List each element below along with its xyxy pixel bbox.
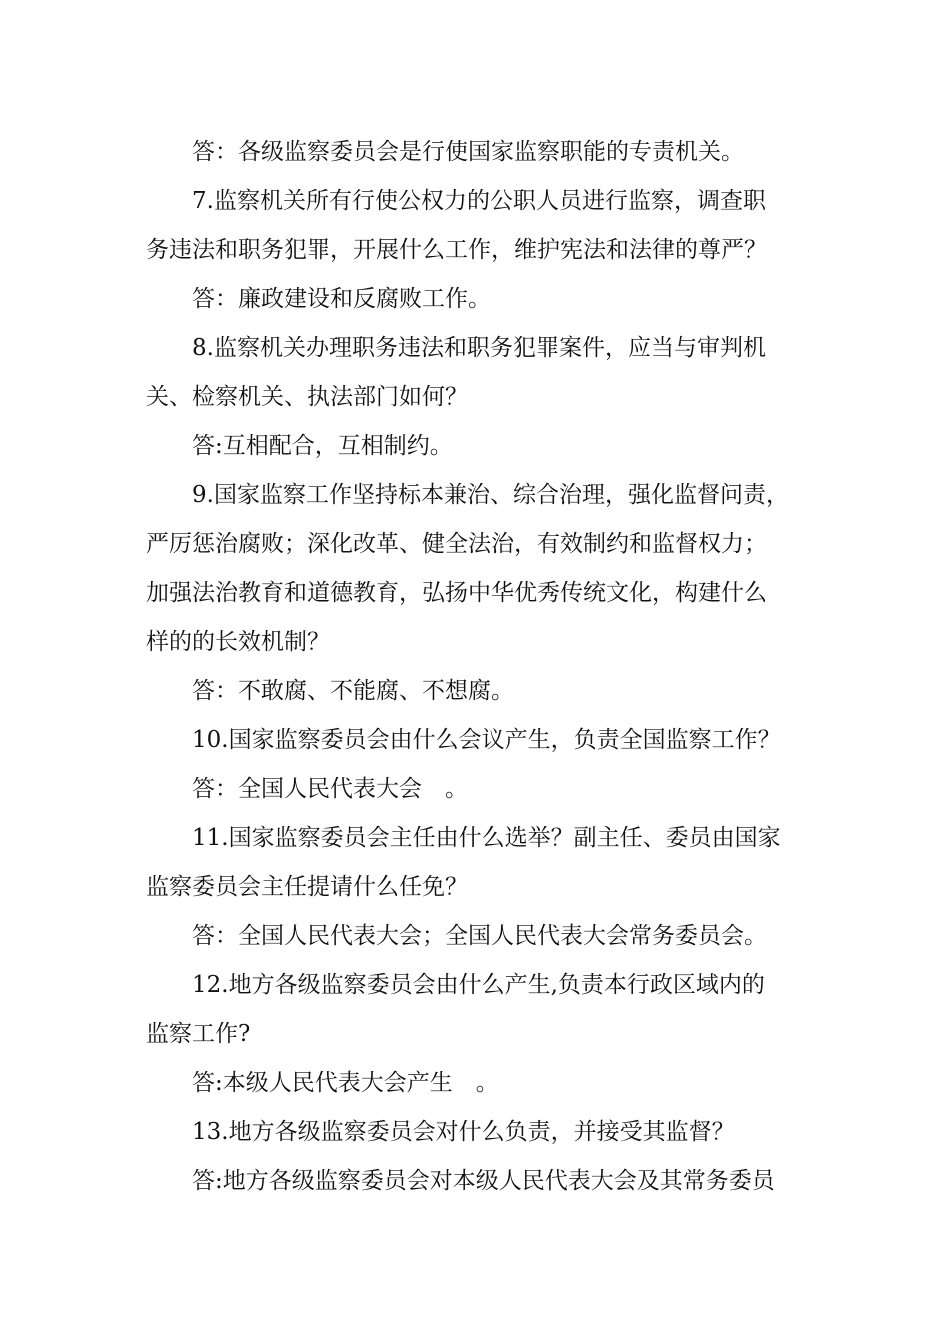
answer-line: 答:地方各级监察委员会对本级人民代表大会及其常务委员 <box>192 1168 775 1194</box>
question-line: 加强法治教育和道德教育，弘扬中华优秀传统文化，构建什么 <box>146 580 767 606</box>
answer-line: 答：不敢腐、不能腐、不想腐。 <box>192 678 514 704</box>
question-line: 监察委员会主任提请什么任免？ <box>146 874 468 900</box>
answer-line: 答:本级人民代表大会产生 。 <box>192 1070 499 1096</box>
answer-line: 答：全国人民代表大会 。 <box>192 776 468 802</box>
question-line: 10.国家监察委员会由什么会议产生，负责全国监察工作？ <box>192 727 781 753</box>
answer-line: 答：廉政建设和反腐败工作。 <box>192 286 491 312</box>
question-line: 8.监察机关办理职务违法和职务犯罪案件，应当与审判机 <box>192 335 766 361</box>
question-line: 务违法和职务犯罪，开展什么工作，维护宪法和法律的尊严？ <box>146 237 767 263</box>
document-body <box>146 128 826 1206</box>
question-line: 严厉惩治腐败；深化改革、健全法治，有效制约和监督权力； <box>146 531 767 557</box>
question-line: 监察工作? <box>146 1021 251 1047</box>
answer-line: 答：全国人民代表大会；全国人民代表大会常务委员会。 <box>192 923 767 949</box>
question-line: 13.地方各级监察委员会对什么负责，并接受其监督？ <box>192 1119 735 1145</box>
answer-line: 答：各级监察委员会是行使国家监察职能的专责机关。 <box>192 139 744 165</box>
question-line: 12.地方各级监察委员会由什么产生,负责本行政区域内的 <box>192 972 765 998</box>
question-line: 关、检察机关、执法部门如何？ <box>146 384 468 410</box>
question-line: 11.国家监察委员会主任由什么选举？副主任、委员由国家 <box>192 825 781 851</box>
question-line: 9.国家监察工作坚持标本兼治、综合治理，强化监督问责， <box>192 482 789 508</box>
question-line: 7.监察机关所有行使公权力的公职人员进行监察，调查职 <box>192 188 766 214</box>
question-line: 样的的长效机制？ <box>146 629 330 655</box>
answer-line: 答:互相配合，互相制约。 <box>192 433 453 459</box>
